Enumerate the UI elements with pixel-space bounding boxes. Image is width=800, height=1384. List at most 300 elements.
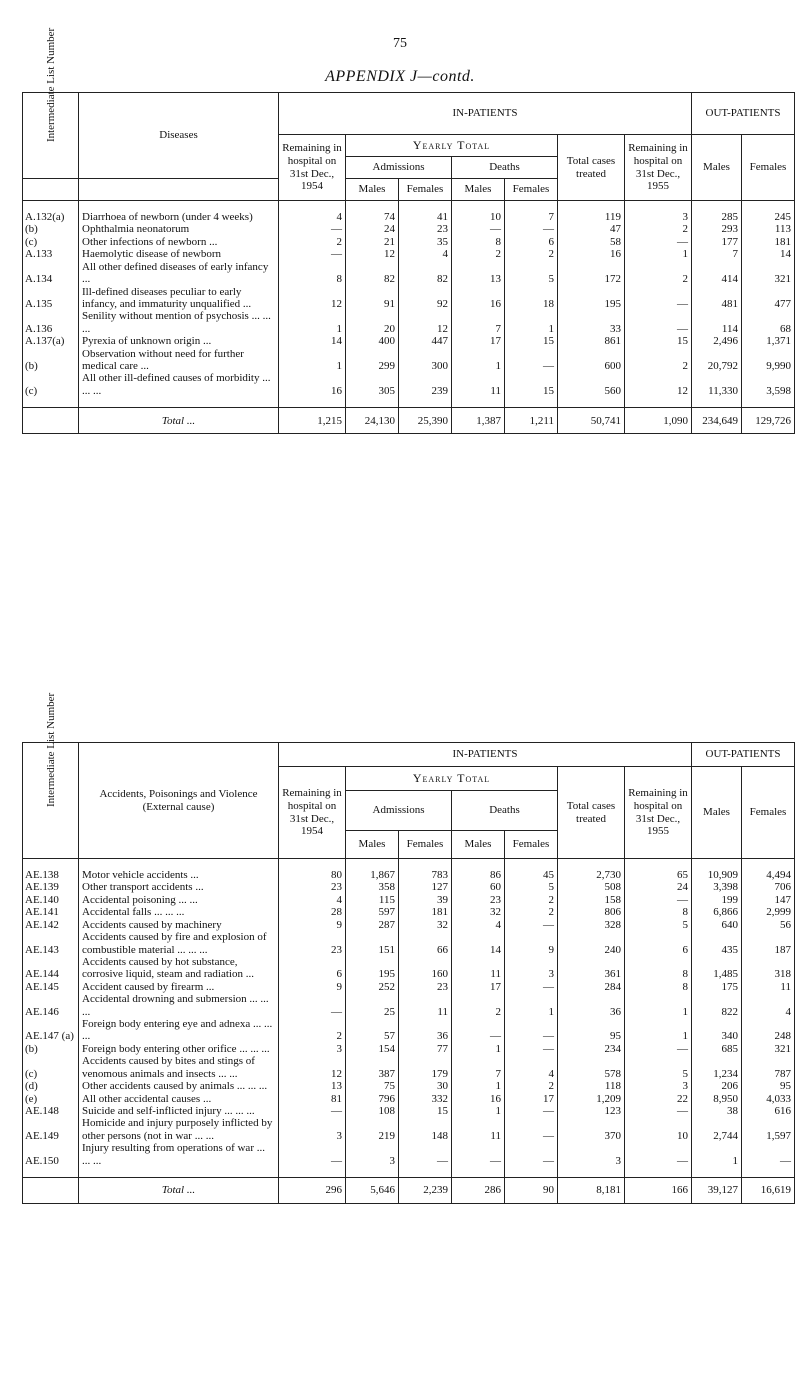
value-cell: 299 bbox=[346, 348, 399, 373]
value-cell: 1 bbox=[625, 1018, 692, 1043]
value-cell: 2 bbox=[505, 906, 558, 918]
table-row bbox=[23, 372, 795, 397]
value-cell: 17 bbox=[452, 335, 505, 347]
total-value: 8,181 bbox=[558, 1178, 625, 1204]
value-cell: 5 bbox=[505, 881, 558, 893]
value-cell: 616 bbox=[742, 1105, 795, 1117]
list-number: (b) bbox=[23, 1043, 79, 1055]
cause-description: Senility without mention of psychosis ... ... ... bbox=[79, 310, 279, 335]
cause-description: Suicide and self-inflicted injury ... ... ... bbox=[79, 1105, 279, 1117]
value-cell: 77 bbox=[399, 1043, 452, 1055]
value-cell: 22 bbox=[625, 1093, 692, 1105]
total-value: 1,215 bbox=[279, 408, 346, 434]
value-cell: 11 bbox=[399, 993, 452, 1018]
table-row bbox=[23, 1055, 795, 1080]
value-cell: 8 bbox=[452, 236, 505, 248]
table-row bbox=[23, 894, 795, 906]
value-cell: — bbox=[625, 286, 692, 311]
value-cell: 10 bbox=[625, 1117, 692, 1142]
cause-description: All other accidental causes ... bbox=[79, 1093, 279, 1105]
cause-description: Motor vehicle accidents ... bbox=[79, 869, 279, 881]
value-cell: 177 bbox=[692, 236, 742, 248]
list-number: (b) bbox=[23, 223, 79, 235]
table-row bbox=[23, 869, 795, 881]
value-cell: 1 bbox=[452, 1080, 505, 1092]
total-value: 25,390 bbox=[399, 408, 452, 434]
value-cell: 15 bbox=[625, 335, 692, 347]
yearly-total-header: Yearly Total bbox=[346, 135, 558, 157]
value-cell: 477 bbox=[742, 286, 795, 311]
value-cell: 91 bbox=[346, 286, 399, 311]
value-cell: — bbox=[505, 1043, 558, 1055]
value-cell: — bbox=[452, 223, 505, 235]
accidents-table bbox=[22, 693, 795, 1204]
value-cell: 796 bbox=[346, 1093, 399, 1105]
value-cell: 3 bbox=[625, 211, 692, 223]
death-females-header: Females bbox=[505, 179, 558, 201]
value-cell: 414 bbox=[692, 261, 742, 286]
value-cell: 12 bbox=[279, 1055, 346, 1080]
value-cell: 5 bbox=[625, 919, 692, 931]
list-number: AE.146 bbox=[23, 993, 79, 1018]
value-cell: 30 bbox=[399, 1080, 452, 1092]
value-cell: 2 bbox=[625, 348, 692, 373]
value-cell: 160 bbox=[399, 956, 452, 981]
page-number: 75 bbox=[393, 36, 407, 51]
value-cell: 2,744 bbox=[692, 1117, 742, 1142]
value-cell: 6 bbox=[505, 236, 558, 248]
death-males-header: Males bbox=[452, 831, 505, 859]
value-cell: 1 bbox=[452, 1043, 505, 1055]
cause-description: Accidental falls ... ... ... bbox=[79, 906, 279, 918]
value-cell: 20,792 bbox=[692, 348, 742, 373]
table-row bbox=[23, 248, 795, 260]
in-patients-header: IN-PATIENTS bbox=[279, 743, 692, 767]
table-row bbox=[23, 286, 795, 311]
value-cell: 14 bbox=[279, 335, 346, 347]
value-cell: 219 bbox=[346, 1117, 399, 1142]
value-cell: 4 bbox=[399, 248, 452, 260]
value-cell: 181 bbox=[742, 236, 795, 248]
value-cell: 1 bbox=[625, 248, 692, 260]
table-row bbox=[23, 1142, 795, 1167]
admissions-header: Admissions bbox=[346, 157, 452, 179]
list-number: AE.148 bbox=[23, 1105, 79, 1117]
value-cell: — bbox=[279, 223, 346, 235]
value-cell: 92 bbox=[399, 286, 452, 311]
value-cell: — bbox=[399, 1142, 452, 1167]
value-cell: 1,234 bbox=[692, 1055, 742, 1080]
value-cell: 822 bbox=[692, 993, 742, 1018]
value-cell: 123 bbox=[558, 1105, 625, 1117]
value-cell: 23 bbox=[452, 894, 505, 906]
value-cell: — bbox=[279, 248, 346, 260]
value-cell: 56 bbox=[742, 919, 795, 931]
value-cell: 1,209 bbox=[558, 1093, 625, 1105]
value-cell: 11 bbox=[452, 1117, 505, 1142]
value-cell: 1 bbox=[452, 1105, 505, 1117]
value-cell: 45 bbox=[505, 869, 558, 881]
adm-males-header: Males bbox=[346, 179, 399, 201]
list-number: AE.141 bbox=[23, 906, 79, 918]
value-cell: — bbox=[279, 1105, 346, 1117]
value-cell: 3 bbox=[346, 1142, 399, 1167]
total-value: 296 bbox=[279, 1178, 346, 1204]
value-cell: 60 bbox=[452, 881, 505, 893]
value-cell: 597 bbox=[346, 906, 399, 918]
value-cell: 14 bbox=[452, 931, 505, 956]
value-cell: 1 bbox=[625, 993, 692, 1018]
total-value: 90 bbox=[505, 1178, 558, 1204]
value-cell: 234 bbox=[558, 1043, 625, 1055]
list-number: AE.147 (a) bbox=[23, 1018, 79, 1043]
value-cell: 16 bbox=[452, 286, 505, 311]
list-number: A.135 bbox=[23, 286, 79, 311]
value-cell: 6 bbox=[625, 931, 692, 956]
list-number: AE.142 bbox=[23, 919, 79, 931]
value-cell: 239 bbox=[399, 372, 452, 397]
value-cell: 12 bbox=[625, 372, 692, 397]
value-cell: 57 bbox=[346, 1018, 399, 1043]
value-cell: 179 bbox=[399, 1055, 452, 1080]
cause-description: Other transport accidents ... bbox=[79, 881, 279, 893]
value-cell: 7 bbox=[692, 248, 742, 260]
value-cell: 195 bbox=[558, 286, 625, 311]
value-cell: 293 bbox=[692, 223, 742, 235]
value-cell: 18 bbox=[505, 286, 558, 311]
table-row bbox=[23, 1043, 795, 1055]
value-cell: 175 bbox=[692, 981, 742, 993]
value-cell: 2 bbox=[625, 223, 692, 235]
value-cell: — bbox=[505, 919, 558, 931]
value-cell: 435 bbox=[692, 931, 742, 956]
value-cell: — bbox=[452, 1018, 505, 1043]
value-cell: 252 bbox=[346, 981, 399, 993]
list-number: (c) bbox=[23, 372, 79, 397]
value-cell: 328 bbox=[558, 919, 625, 931]
value-cell: 113 bbox=[742, 223, 795, 235]
value-cell: 16 bbox=[452, 1093, 505, 1105]
value-cell: 6 bbox=[279, 956, 346, 981]
intermediate-header: Intermediate List Number bbox=[23, 743, 79, 859]
out-females-header: Females bbox=[742, 767, 795, 859]
value-cell: 58 bbox=[558, 236, 625, 248]
list-number: AE.145 bbox=[23, 981, 79, 993]
value-cell: 1 bbox=[279, 310, 346, 335]
value-cell: 14 bbox=[742, 248, 795, 260]
value-cell: 248 bbox=[742, 1018, 795, 1043]
cause-description: All other ill-defined causes of morbidity ... ... ... bbox=[79, 372, 279, 397]
value-cell: 65 bbox=[625, 869, 692, 881]
value-cell: 13 bbox=[279, 1080, 346, 1092]
value-cell: 2 bbox=[505, 894, 558, 906]
total-value: 1,090 bbox=[625, 408, 692, 434]
table-row bbox=[23, 1105, 795, 1117]
value-cell: — bbox=[452, 1142, 505, 1167]
total-row bbox=[23, 1178, 795, 1204]
table-row bbox=[23, 1117, 795, 1142]
total-value: 5,646 bbox=[346, 1178, 399, 1204]
value-cell: 10 bbox=[452, 211, 505, 223]
value-cell: 95 bbox=[558, 1018, 625, 1043]
value-cell: 148 bbox=[399, 1117, 452, 1142]
value-cell: 4,033 bbox=[742, 1093, 795, 1105]
value-cell: — bbox=[505, 981, 558, 993]
list-number: (c) bbox=[23, 236, 79, 248]
value-cell: 16 bbox=[279, 372, 346, 397]
value-cell: 199 bbox=[692, 894, 742, 906]
value-cell: 4 bbox=[452, 919, 505, 931]
table-row bbox=[23, 335, 795, 347]
value-cell: 358 bbox=[346, 881, 399, 893]
table-row bbox=[23, 310, 795, 335]
value-cell: 23 bbox=[399, 223, 452, 235]
cause-description: Foreign body entering other orifice ... ... ... bbox=[79, 1043, 279, 1055]
table-row bbox=[23, 881, 795, 893]
value-cell: 3 bbox=[279, 1043, 346, 1055]
total-value: 39,127 bbox=[692, 1178, 742, 1204]
value-cell: 332 bbox=[399, 1093, 452, 1105]
value-cell: 17 bbox=[505, 1093, 558, 1105]
table-row bbox=[23, 223, 795, 235]
value-cell: 11 bbox=[452, 956, 505, 981]
total-label: Total ... bbox=[79, 408, 279, 434]
list-number: A.133 bbox=[23, 248, 79, 260]
remaining-1955-header: Remaining in hospital on 31st Dec., 1955 bbox=[625, 767, 692, 859]
total-cases-header: Total cases treated bbox=[558, 135, 625, 201]
value-cell: 24 bbox=[346, 223, 399, 235]
value-cell: 1 bbox=[505, 310, 558, 335]
value-cell: 318 bbox=[742, 956, 795, 981]
value-cell: 12 bbox=[399, 310, 452, 335]
value-cell: 1 bbox=[279, 348, 346, 373]
value-cell: 361 bbox=[558, 956, 625, 981]
value-cell: 8 bbox=[625, 906, 692, 918]
cause-description: Accidents caused by hot substance, corrosive liquid, steam and radiation ... bbox=[79, 956, 279, 981]
value-cell: 3 bbox=[558, 1142, 625, 1167]
value-cell: 2,730 bbox=[558, 869, 625, 881]
value-cell: 39 bbox=[399, 894, 452, 906]
list-number: A.134 bbox=[23, 261, 79, 286]
value-cell: 13 bbox=[452, 261, 505, 286]
value-cell: 3 bbox=[625, 1080, 692, 1092]
cause-description: Pyrexia of unknown origin ... bbox=[79, 335, 279, 347]
value-cell: 245 bbox=[742, 211, 795, 223]
value-cell: 11,330 bbox=[692, 372, 742, 397]
value-cell: 578 bbox=[558, 1055, 625, 1080]
value-cell: 7 bbox=[505, 211, 558, 223]
value-cell: 8 bbox=[625, 956, 692, 981]
value-cell: 783 bbox=[399, 869, 452, 881]
value-cell: 41 bbox=[399, 211, 452, 223]
value-cell: 3 bbox=[279, 1117, 346, 1142]
cause-description: Ophthalmia neonatorum bbox=[79, 223, 279, 235]
value-cell: 82 bbox=[399, 261, 452, 286]
list-number: AE.143 bbox=[23, 931, 79, 956]
value-cell: 508 bbox=[558, 881, 625, 893]
table-row bbox=[23, 236, 795, 248]
total-value: 129,726 bbox=[742, 408, 795, 434]
cause-description: Accidents caused by fire and explosion of combustible material ... ... ... bbox=[79, 931, 279, 956]
value-cell: 151 bbox=[346, 931, 399, 956]
cause-description: Diarrhoea of newborn (under 4 weeks) bbox=[79, 211, 279, 223]
value-cell: 2 bbox=[625, 261, 692, 286]
intermediate-header: Intermediate List Number bbox=[23, 93, 79, 179]
table-row bbox=[23, 931, 795, 956]
remaining-1954-header: Remaining in hospital on 31st Dec., 1954 bbox=[279, 767, 346, 859]
value-cell: 787 bbox=[742, 1055, 795, 1080]
value-cell: 32 bbox=[452, 906, 505, 918]
value-cell: 8 bbox=[279, 261, 346, 286]
value-cell: 23 bbox=[279, 931, 346, 956]
value-cell: 147 bbox=[742, 894, 795, 906]
cause-description: Accidental poisoning ... ... bbox=[79, 894, 279, 906]
value-cell: — bbox=[505, 1142, 558, 1167]
value-cell: 560 bbox=[558, 372, 625, 397]
list-number: A.137(a) bbox=[23, 335, 79, 347]
value-cell: 17 bbox=[452, 981, 505, 993]
out-patients-header: OUT-PATIENTS bbox=[692, 743, 795, 767]
out-females-header: Females bbox=[742, 135, 795, 201]
value-cell: 2 bbox=[505, 248, 558, 260]
value-cell: 4 bbox=[505, 1055, 558, 1080]
value-cell: — bbox=[625, 1043, 692, 1055]
value-cell: 3,398 bbox=[692, 881, 742, 893]
out-patients-header: OUT-PATIENTS bbox=[692, 93, 795, 135]
value-cell: 74 bbox=[346, 211, 399, 223]
remaining-1954-header: Remaining in hospital on 31st Dec., 1954 bbox=[279, 135, 346, 201]
value-cell: 706 bbox=[742, 881, 795, 893]
total-value: 1,211 bbox=[505, 408, 558, 434]
value-cell: 387 bbox=[346, 1055, 399, 1080]
value-cell: 108 bbox=[346, 1105, 399, 1117]
value-cell: 82 bbox=[346, 261, 399, 286]
value-cell: 287 bbox=[346, 919, 399, 931]
value-cell: 28 bbox=[279, 906, 346, 918]
value-cell: 2 bbox=[452, 248, 505, 260]
value-cell: 154 bbox=[346, 1043, 399, 1055]
value-cell: 4 bbox=[279, 211, 346, 223]
value-cell: 15 bbox=[399, 1105, 452, 1117]
value-cell: — bbox=[625, 236, 692, 248]
value-cell: 10,909 bbox=[692, 869, 742, 881]
list-number: AE.139 bbox=[23, 881, 79, 893]
value-cell: 370 bbox=[558, 1117, 625, 1142]
value-cell: 9 bbox=[279, 919, 346, 931]
table-row bbox=[23, 1093, 795, 1105]
value-cell: 2 bbox=[452, 993, 505, 1018]
value-cell: 115 bbox=[346, 894, 399, 906]
value-cell: 600 bbox=[558, 348, 625, 373]
value-cell: 3,598 bbox=[742, 372, 795, 397]
value-cell: 127 bbox=[399, 881, 452, 893]
value-cell: — bbox=[625, 894, 692, 906]
value-cell: — bbox=[505, 1105, 558, 1117]
value-cell: 12 bbox=[346, 248, 399, 260]
value-cell: 1,485 bbox=[692, 956, 742, 981]
value-cell: — bbox=[279, 993, 346, 1018]
value-cell: 240 bbox=[558, 931, 625, 956]
value-cell: 15 bbox=[505, 372, 558, 397]
value-cell: — bbox=[505, 1018, 558, 1043]
table-row bbox=[23, 1018, 795, 1043]
list-number: A.136 bbox=[23, 310, 79, 335]
value-cell: 1,867 bbox=[346, 869, 399, 881]
value-cell: 16 bbox=[558, 248, 625, 260]
list-number: AE.138 bbox=[23, 869, 79, 881]
value-cell: 5 bbox=[505, 261, 558, 286]
value-cell: 20 bbox=[346, 310, 399, 335]
value-cell: 35 bbox=[399, 236, 452, 248]
total-label: Total ... bbox=[79, 1178, 279, 1204]
value-cell: 400 bbox=[346, 335, 399, 347]
total-row bbox=[23, 408, 795, 434]
table-row bbox=[23, 1080, 795, 1092]
table-row bbox=[23, 261, 795, 286]
value-cell: 68 bbox=[742, 310, 795, 335]
value-cell: 685 bbox=[692, 1043, 742, 1055]
value-cell: 172 bbox=[558, 261, 625, 286]
cause-description: Foreign body entering eye and adnexa ... ... ... bbox=[79, 1018, 279, 1043]
value-cell: 2 bbox=[505, 1080, 558, 1092]
total-value: 16,619 bbox=[742, 1178, 795, 1204]
value-cell: — bbox=[505, 223, 558, 235]
list-number: AE.149 bbox=[23, 1117, 79, 1142]
value-cell: 305 bbox=[346, 372, 399, 397]
value-cell: 114 bbox=[692, 310, 742, 335]
value-cell: — bbox=[279, 1142, 346, 1167]
adm-males-header: Males bbox=[346, 831, 399, 859]
value-cell: 6,866 bbox=[692, 906, 742, 918]
value-cell: 75 bbox=[346, 1080, 399, 1092]
value-cell: 118 bbox=[558, 1080, 625, 1092]
value-cell: 3 bbox=[505, 956, 558, 981]
list-number: AE.144 bbox=[23, 956, 79, 981]
cause-description: Accidents caused by machinery bbox=[79, 919, 279, 931]
value-cell: 66 bbox=[399, 931, 452, 956]
value-cell: 8 bbox=[625, 981, 692, 993]
value-cell: 321 bbox=[742, 1043, 795, 1055]
value-cell: 80 bbox=[279, 869, 346, 881]
deaths-header: Deaths bbox=[452, 157, 558, 179]
value-cell: 1 bbox=[692, 1142, 742, 1167]
value-cell: 300 bbox=[399, 348, 452, 373]
value-cell: 119 bbox=[558, 211, 625, 223]
value-cell: 2,999 bbox=[742, 906, 795, 918]
value-cell: 15 bbox=[505, 335, 558, 347]
value-cell: 32 bbox=[399, 919, 452, 931]
value-cell: 7 bbox=[452, 310, 505, 335]
value-cell: 640 bbox=[692, 919, 742, 931]
table-row bbox=[23, 981, 795, 993]
remaining-1955-header: Remaining in hospital on 31st Dec., 1955 bbox=[625, 135, 692, 201]
out-males-header: Males bbox=[692, 767, 742, 859]
value-cell: 8,950 bbox=[692, 1093, 742, 1105]
value-cell: 36 bbox=[399, 1018, 452, 1043]
list-number: A.132(a) bbox=[23, 211, 79, 223]
value-cell: 861 bbox=[558, 335, 625, 347]
value-cell: 447 bbox=[399, 335, 452, 347]
value-cell: 36 bbox=[558, 993, 625, 1018]
value-cell: 25 bbox=[346, 993, 399, 1018]
cause-description: Other accidents caused by animals ... ... ... bbox=[79, 1080, 279, 1092]
value-cell: 33 bbox=[558, 310, 625, 335]
value-cell: — bbox=[742, 1142, 795, 1167]
value-cell: 7 bbox=[452, 1055, 505, 1080]
value-cell: 11 bbox=[452, 372, 505, 397]
table-row bbox=[23, 348, 795, 373]
value-cell: 481 bbox=[692, 286, 742, 311]
